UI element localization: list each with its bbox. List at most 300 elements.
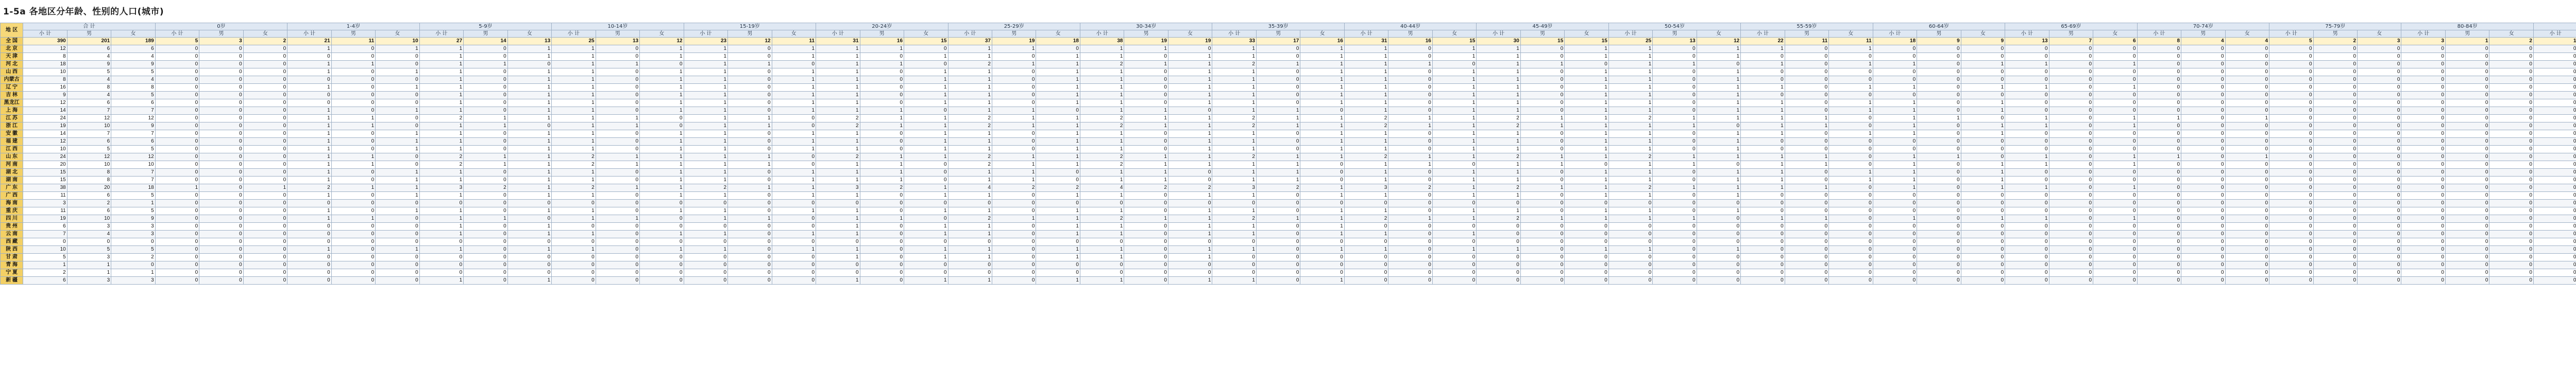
value-cell: 1 — [772, 76, 816, 84]
value-cell: 0 — [1432, 269, 1476, 277]
value-cell: 1 — [507, 169, 552, 177]
value-cell: 0 — [1565, 238, 1608, 246]
value-cell: 0 — [1917, 68, 1961, 76]
value-cell: 1 — [287, 130, 331, 138]
value-cell: 1 — [1168, 130, 1212, 138]
value-cell: 0 — [199, 138, 243, 146]
sub-header: 男 — [2049, 30, 2093, 38]
value-cell: 8 — [23, 53, 67, 61]
value-cell: 0 — [2005, 269, 2049, 277]
value-cell: 0 — [2313, 215, 2357, 223]
value-cell: 0 — [2313, 238, 2357, 246]
value-cell: 0 — [2445, 107, 2489, 115]
value-cell: 1 — [640, 53, 684, 61]
value-cell: 0 — [2049, 122, 2093, 130]
value-cell: 1 — [507, 130, 552, 138]
value-cell: 0 — [1036, 261, 1080, 269]
value-cell: 1 — [1608, 53, 1652, 61]
value-cell: 1 — [1829, 177, 1873, 184]
value-cell: 1 — [684, 177, 727, 184]
value-cell: 0 — [199, 192, 243, 200]
value-cell: 1 — [552, 76, 596, 84]
value-cell: 0 — [464, 177, 507, 184]
value-cell: 1 — [1080, 107, 1124, 115]
value-cell: 4 — [67, 92, 111, 99]
value-cell: 0 — [199, 238, 243, 246]
value-cell: 0 — [2269, 192, 2313, 200]
value-cell: 0 — [992, 200, 1036, 207]
value-cell: 1 — [684, 45, 727, 53]
value-cell: 0 — [331, 207, 375, 215]
value-cell: 0 — [1080, 269, 1124, 277]
value-cell: 1 — [1565, 99, 1608, 107]
value-cell: 1 — [992, 177, 1036, 184]
value-cell: 1 — [376, 130, 420, 138]
value-cell: 0 — [111, 238, 156, 246]
value-cell: 1 — [1168, 76, 1212, 84]
value-cell: 0 — [1741, 192, 1785, 200]
value-cell: 0 — [2313, 99, 2357, 107]
value-cell: 1 — [1300, 231, 1344, 238]
value-cell: 0 — [860, 261, 904, 269]
value-cell: 37 — [948, 38, 992, 45]
value-cell: 0 — [2005, 238, 2049, 246]
region-cell: 云 南 — [1, 231, 23, 238]
value-cell: 0 — [2093, 177, 2137, 184]
value-cell: 0 — [728, 192, 772, 200]
value-cell: 0 — [2049, 246, 2093, 254]
value-cell: 0 — [2093, 231, 2137, 238]
value-cell: 2 — [67, 200, 111, 207]
value-cell: 0 — [376, 122, 420, 130]
sub-header: 女 — [111, 30, 156, 38]
value-cell: 0 — [2445, 138, 2489, 146]
value-cell: 0 — [1344, 238, 1388, 246]
value-cell: 1 — [1873, 99, 1917, 107]
value-cell: 1 — [1036, 192, 1080, 200]
value-cell: 0 — [2005, 246, 2049, 254]
value-cell: 8 — [23, 76, 67, 84]
value-cell: 0 — [419, 238, 463, 246]
value-cell: 0 — [2181, 169, 2225, 177]
value-cell: 1 — [507, 146, 552, 153]
value-cell: 1 — [904, 184, 948, 192]
value-cell: 1 — [684, 76, 727, 84]
value-cell: 1 — [287, 138, 331, 146]
value-cell: 2 — [948, 215, 992, 223]
value-cell: 0 — [2313, 177, 2357, 184]
value-cell: 1 — [419, 246, 463, 254]
value-cell: 0 — [992, 254, 1036, 261]
value-cell: 1 — [1961, 130, 2005, 138]
value-cell: 0 — [199, 246, 243, 254]
value-cell: 1 — [1697, 68, 1740, 76]
value-cell: 0 — [1961, 115, 2005, 122]
region-cell: 吉 林 — [1, 92, 23, 99]
value-cell: 1 — [376, 177, 420, 184]
value-cell: 1 — [640, 107, 684, 115]
value-cell: 1 — [1477, 161, 1520, 169]
value-cell: 0 — [2358, 207, 2401, 215]
value-cell: 1 — [772, 68, 816, 76]
value-cell: 1 — [1344, 45, 1388, 53]
value-cell: 1 — [1608, 76, 1652, 84]
value-cell: 1 — [1168, 122, 1212, 130]
value-cell: 0 — [2005, 45, 2049, 53]
value-cell: 0 — [2137, 254, 2181, 261]
value-cell: 0 — [199, 161, 243, 169]
value-cell: 1 — [1344, 192, 1388, 200]
value-cell: 0 — [2093, 138, 2137, 146]
value-cell: 0 — [331, 261, 375, 269]
value-cell: 0 — [464, 45, 507, 53]
value-cell: 1 — [596, 122, 639, 130]
value-cell: 0 — [199, 115, 243, 122]
value-cell: 0 — [1873, 223, 1917, 231]
value-cell: 0 — [2181, 99, 2225, 107]
value-cell: 1 — [1388, 122, 1432, 130]
value-cell: 1 — [1873, 161, 1917, 169]
value-cell: 0 — [1212, 200, 1256, 207]
value-cell: 0 — [2269, 45, 2313, 53]
value-cell: 0 — [2445, 254, 2489, 261]
age-group-header: 15-19岁 — [684, 23, 816, 30]
value-cell: 1 — [376, 68, 420, 76]
value-cell: 1 — [331, 61, 375, 68]
value-cell: 1 — [1608, 146, 1652, 153]
value-cell: 0 — [507, 122, 552, 130]
value-cell: 0 — [2445, 45, 2489, 53]
value-cell: 1 — [287, 169, 331, 177]
value-cell: 1 — [464, 61, 507, 68]
population-table — [0, 23, 2576, 285]
value-cell: 0 — [1256, 223, 1300, 231]
value-cell: 0 — [596, 138, 639, 146]
value-cell: 0 — [1124, 92, 1168, 99]
value-cell: 0 — [728, 246, 772, 254]
value-cell: 1 — [1741, 115, 1785, 122]
value-cell: 0 — [1917, 192, 1961, 200]
value-cell: 0 — [1477, 261, 1520, 269]
value-cell: 0 — [2489, 68, 2533, 76]
value-cell: 2 — [419, 153, 463, 161]
value-cell: 0 — [287, 200, 331, 207]
value-cell: 0 — [2225, 184, 2269, 192]
value-cell: 1 — [2225, 115, 2269, 122]
value-cell: 1 — [1961, 161, 2005, 169]
value-cell: 1 — [1520, 153, 1564, 161]
value-cell: 1 — [1961, 122, 2005, 130]
value-cell: 1 — [948, 84, 992, 92]
value-cell: 7 — [67, 130, 111, 138]
value-cell: 0 — [992, 53, 1036, 61]
value-cell: 1 — [904, 207, 948, 215]
value-cell: 0 — [1565, 161, 1608, 169]
value-cell: 1 — [419, 99, 463, 107]
value-cell: 0 — [1520, 99, 1564, 107]
value-cell: 1 — [1565, 92, 1608, 99]
value-cell: 1 — [1080, 138, 1124, 146]
age-group-header: 1-4岁 — [287, 23, 419, 30]
value-cell: 1 — [1300, 192, 1344, 200]
value-cell: 0 — [1565, 261, 1608, 269]
value-cell: 0 — [2533, 215, 2576, 223]
value-cell: 0 — [2269, 238, 2313, 246]
value-cell: 1 — [1124, 177, 1168, 184]
value-cell: 1 — [1344, 146, 1388, 153]
value-cell: 0 — [1653, 99, 1697, 107]
value-cell: 1 — [728, 161, 772, 169]
value-cell: 0 — [992, 231, 1036, 238]
value-cell: 0 — [2489, 45, 2533, 53]
value-cell: 0 — [684, 238, 727, 246]
value-cell: 1 — [904, 53, 948, 61]
value-cell: 0 — [2093, 99, 2137, 107]
age-group-header: 80-84岁 — [2401, 23, 2533, 30]
value-cell: 10 — [67, 122, 111, 130]
value-cell: 1 — [816, 61, 860, 68]
value-cell: 0 — [507, 238, 552, 246]
value-cell: 1 — [1697, 207, 1740, 215]
value-cell: 0 — [2445, 169, 2489, 177]
value-cell: 0 — [728, 269, 772, 277]
sub-header: 小 计 — [155, 30, 199, 38]
value-cell: 0 — [155, 68, 199, 76]
value-cell: 1 — [1388, 61, 1432, 68]
value-cell: 0 — [2137, 200, 2181, 207]
value-cell: 1 — [1477, 53, 1520, 61]
value-cell: 0 — [860, 99, 904, 107]
value-cell: 0 — [1785, 76, 1828, 84]
region-cell: 辽 宁 — [1, 84, 23, 92]
value-cell: 0 — [2489, 122, 2533, 130]
value-cell: 1 — [1608, 99, 1652, 107]
value-cell: 0 — [2313, 246, 2357, 254]
value-cell: 1 — [684, 53, 727, 61]
value-cell: 0 — [1917, 238, 1961, 246]
value-cell: 2 — [1080, 215, 1124, 223]
value-cell: 8 — [111, 84, 156, 92]
value-cell: 0 — [860, 92, 904, 99]
value-cell: 1 — [1212, 107, 1256, 115]
value-cell: 1 — [1080, 68, 1124, 76]
value-cell: 0 — [1653, 68, 1697, 76]
value-cell: 0 — [596, 200, 639, 207]
value-cell: 0 — [199, 169, 243, 177]
value-cell: 4 — [2225, 38, 2269, 45]
value-cell: 0 — [155, 84, 199, 92]
value-cell: 1 — [1300, 68, 1344, 76]
value-cell: 1 — [1608, 130, 1652, 138]
value-cell: 1 — [287, 68, 331, 76]
value-cell: 4 — [948, 184, 992, 192]
value-cell: 1 — [1256, 177, 1300, 184]
value-cell: 1 — [287, 207, 331, 215]
value-cell: 1 — [1741, 99, 1785, 107]
value-cell: 1 — [1741, 122, 1785, 130]
value-cell: 0 — [684, 223, 727, 231]
value-cell: 1 — [1565, 45, 1608, 53]
value-cell: 1 — [992, 161, 1036, 169]
value-cell: 0 — [1653, 277, 1697, 285]
value-cell: 0 — [1653, 169, 1697, 177]
value-cell: 1 — [287, 61, 331, 68]
value-cell: 1 — [640, 161, 684, 169]
value-cell: 0 — [1873, 53, 1917, 61]
value-cell: 0 — [1388, 231, 1432, 238]
value-cell: 0 — [2489, 169, 2533, 177]
value-cell: 1 — [860, 153, 904, 161]
table-row — [1, 122, 2576, 130]
value-cell: 0 — [596, 169, 639, 177]
region-cell: 陕 西 — [1, 246, 23, 254]
value-cell: 0 — [2049, 138, 2093, 146]
value-cell: 0 — [1344, 261, 1388, 269]
value-cell: 1 — [816, 138, 860, 146]
value-cell: 0 — [1565, 254, 1608, 261]
value-cell: 0 — [2049, 207, 2093, 215]
value-cell: 0 — [904, 215, 948, 223]
age-group-header: 45-49岁 — [1477, 23, 1608, 30]
value-cell: 0 — [2313, 138, 2357, 146]
value-cell: 1 — [1300, 223, 1344, 231]
value-cell: 0 — [2181, 261, 2225, 269]
value-cell: 1 — [1124, 115, 1168, 122]
value-cell: 2 — [552, 184, 596, 192]
value-cell: 0 — [199, 223, 243, 231]
value-cell: 0 — [2358, 254, 2401, 261]
value-cell: 0 — [1300, 261, 1344, 269]
value-cell: 0 — [155, 169, 199, 177]
value-cell: 1 — [816, 192, 860, 200]
value-cell: 0 — [1388, 146, 1432, 153]
value-cell: 0 — [1961, 68, 2005, 76]
value-cell: 1 — [1961, 169, 2005, 177]
value-cell: 1 — [684, 99, 727, 107]
value-cell: 0 — [2445, 146, 2489, 153]
value-cell: 0 — [992, 238, 1036, 246]
value-cell: 1 — [1477, 130, 1520, 138]
value-cell: 1 — [1565, 153, 1608, 161]
value-cell: 0 — [1785, 92, 1828, 99]
value-cell: 15 — [1432, 38, 1476, 45]
value-cell: 0 — [464, 200, 507, 207]
value-cell: 0 — [2358, 238, 2401, 246]
value-cell: 0 — [860, 223, 904, 231]
value-cell: 1 — [1212, 99, 1256, 107]
value-cell: 0 — [2049, 177, 2093, 184]
value-cell: 12 — [23, 138, 67, 146]
value-cell: 0 — [728, 84, 772, 92]
value-cell: 0 — [243, 223, 287, 231]
value-cell: 0 — [243, 269, 287, 277]
value-cell: 1 — [1124, 161, 1168, 169]
value-cell: 1 — [1961, 184, 2005, 192]
region-cell: 青 海 — [1, 261, 23, 269]
value-cell: 0 — [860, 76, 904, 84]
value-cell: 0 — [1829, 146, 1873, 153]
value-cell: 0 — [728, 169, 772, 177]
value-cell: 1 — [1212, 84, 1256, 92]
value-cell: 0 — [2313, 231, 2357, 238]
value-cell: 1 — [948, 246, 992, 254]
value-cell: 0 — [860, 200, 904, 207]
value-cell: 1 — [331, 122, 375, 130]
title-bar — [0, 0, 2576, 23]
value-cell: 0 — [1961, 246, 2005, 254]
value-cell: 1 — [1653, 115, 1697, 122]
value-cell: 1 — [1520, 61, 1564, 68]
value-cell: 0 — [1653, 130, 1697, 138]
value-cell: 0 — [1388, 192, 1432, 200]
value-cell: 0 — [860, 146, 904, 153]
value-cell: 0 — [2533, 76, 2576, 84]
value-cell: 1 — [1829, 99, 1873, 107]
value-cell: 1 — [904, 138, 948, 146]
value-cell: 1 — [1477, 107, 1520, 115]
value-cell: 0 — [155, 177, 199, 184]
value-cell: 9 — [23, 92, 67, 99]
value-cell: 0 — [1697, 200, 1740, 207]
value-cell: 1 — [1344, 231, 1388, 238]
value-cell: 0 — [287, 223, 331, 231]
value-cell: 1 — [419, 231, 463, 238]
value-cell: 0 — [1124, 238, 1168, 246]
value-cell: 0 — [2533, 92, 2576, 99]
value-cell: 0 — [199, 130, 243, 138]
value-cell: 0 — [2269, 231, 2313, 238]
value-cell: 0 — [464, 277, 507, 285]
value-cell: 0 — [287, 76, 331, 84]
value-cell: 1 — [287, 192, 331, 200]
value-cell: 1 — [640, 99, 684, 107]
value-cell: 0 — [464, 254, 507, 261]
value-cell: 1 — [1300, 45, 1344, 53]
value-cell: 0 — [1741, 254, 1785, 261]
value-cell: 1 — [728, 153, 772, 161]
value-cell: 13 — [1653, 38, 1697, 45]
value-cell: 0 — [2445, 238, 2489, 246]
value-cell: 2 — [1212, 153, 1256, 161]
value-cell: 0 — [1961, 261, 2005, 269]
region-cell: 湖 南 — [1, 177, 23, 184]
value-cell: 1 — [1829, 130, 1873, 138]
value-cell: 38 — [1080, 38, 1124, 45]
value-cell: 1 — [1388, 215, 1432, 223]
value-cell: 1 — [1080, 254, 1124, 261]
value-cell: 0 — [2269, 277, 2313, 285]
value-cell: 0 — [1653, 146, 1697, 153]
value-cell: 0 — [2181, 231, 2225, 238]
value-cell: 1 — [640, 84, 684, 92]
value-cell: 0 — [1608, 254, 1652, 261]
value-cell: 0 — [331, 192, 375, 200]
value-cell: 0 — [243, 231, 287, 238]
value-cell: 1 — [23, 261, 67, 269]
value-cell: 2 — [1080, 115, 1124, 122]
value-cell: 0 — [904, 61, 948, 68]
value-cell: 1 — [1608, 215, 1652, 223]
value-cell: 1 — [904, 192, 948, 200]
value-cell: 1 — [1344, 169, 1388, 177]
value-cell: 0 — [1961, 277, 2005, 285]
value-cell: 8 — [67, 177, 111, 184]
value-cell: 0 — [243, 76, 287, 84]
value-cell: 0 — [1961, 238, 2005, 246]
value-cell: 1 — [1565, 122, 1608, 130]
sub-header: 男 — [2445, 30, 2489, 38]
value-cell: 0 — [2533, 261, 2576, 269]
